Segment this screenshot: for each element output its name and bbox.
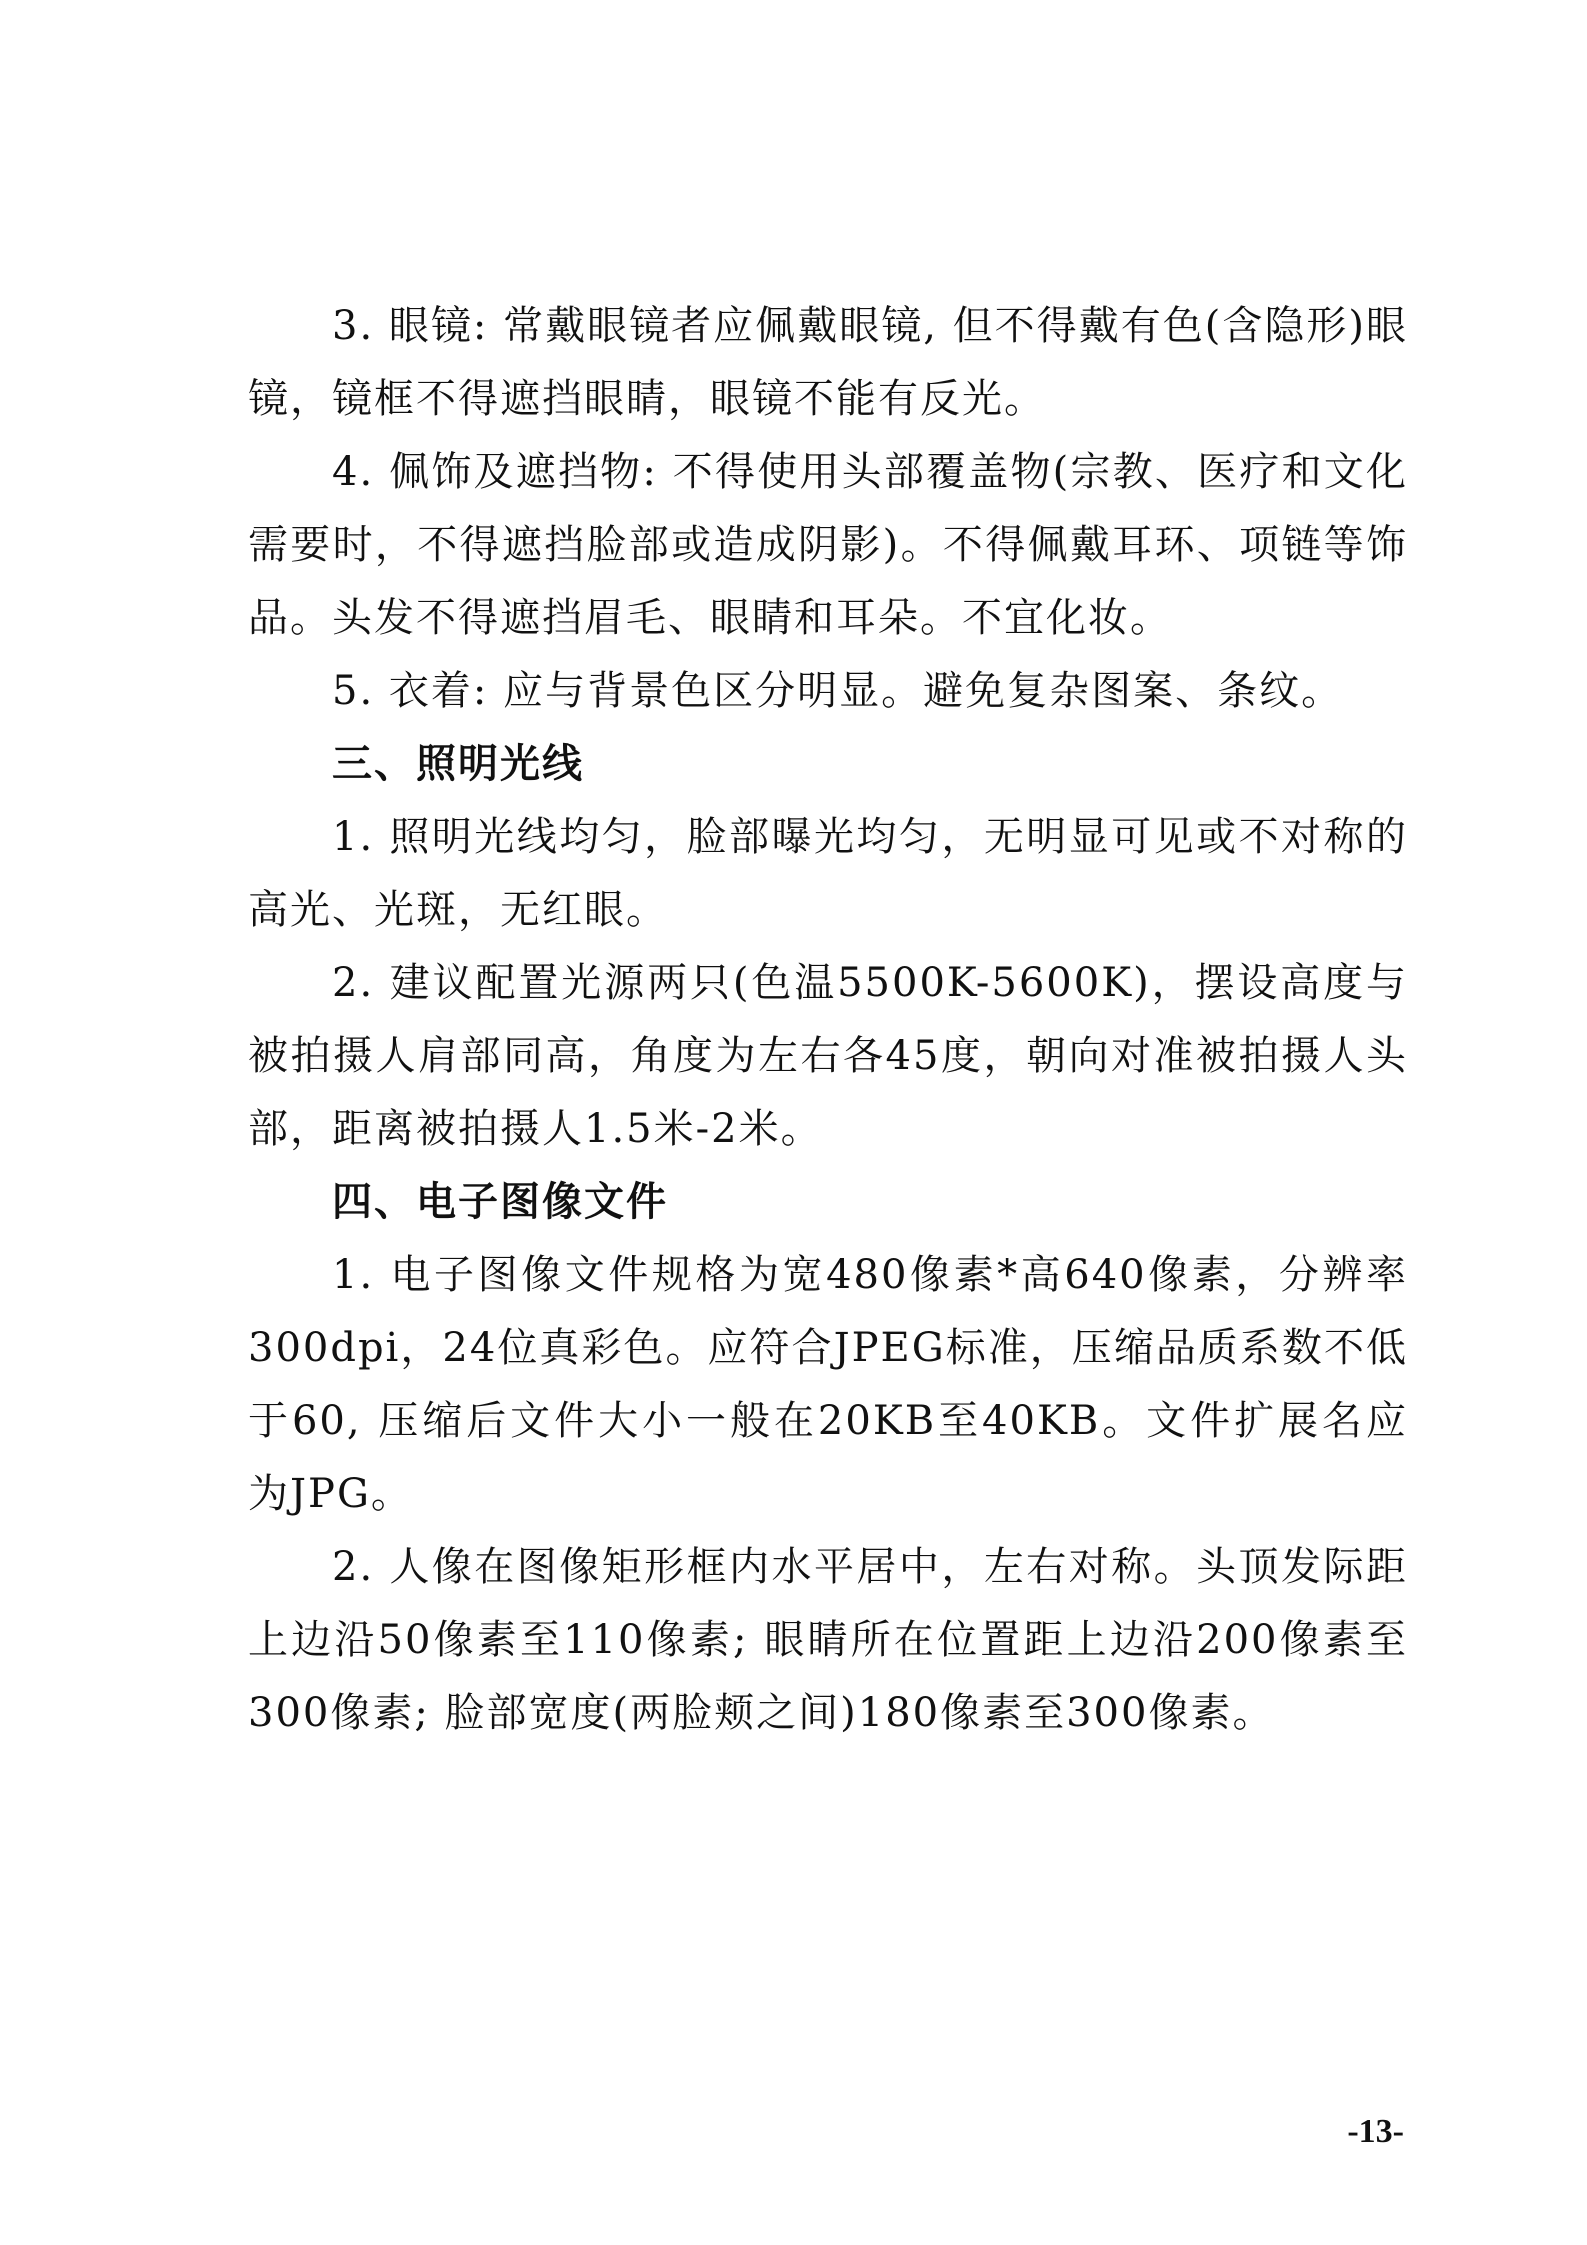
para-accessories: 4. 佩饰及遮挡物: 不得使用头部覆盖物(宗教、医疗和文化需要时，不得遮挡脸部或造成阴影)。不得佩戴耳环、项链等饰品。头发不得遮挡眉毛、眼睛和耳朵。不宜化妆。 bbox=[248, 449, 1408, 641]
para-lighting-2: 2. 建议配置光源两只(色温5500K-5600K)，摆设高度与被拍摄人肩部同高，角度为左右各45度，朝向对准被拍摄人头部，距离被拍摄人1.5米-2米。 bbox=[248, 960, 1408, 1152]
para-image-file-2: 2. 人像在图像矩形框内水平居中，左右对称。头顶发际距上边沿50像素至110像素; 眼睛所在位置距上边沿200像素至300像素; 脸部宽度(两脸颊之间)180像素至300像素。 bbox=[248, 1544, 1408, 1736]
para-image-file-1: 1. 电子图像文件规格为宽480像素*高640像素，分辨率300dpi，24位真彩色。应符合JPEG标准，压缩品质系数不低于60, 压缩后文件大小一般在20KB至40KB。文件扩展名应为JPG。 bbox=[248, 1252, 1408, 1517]
document-body bbox=[248, 290, 1408, 1750]
para-clothing: 5. 衣着: 应与背景色区分明显。避免复杂图案、条纹。 bbox=[332, 668, 1344, 714]
page-number: -13- bbox=[1347, 2113, 1404, 2150]
heading-lighting: 三、照明光线 bbox=[332, 741, 584, 787]
para-glasses: 3. 眼镜: 常戴眼镜者应佩戴眼镜, 但不得戴有色(含隐形)眼镜，镜框不得遮挡眼睛，眼镜不能有反光。 bbox=[248, 303, 1408, 422]
heading-image-file: 四、电子图像文件 bbox=[332, 1179, 668, 1225]
para-lighting-1: 1. 照明光线均匀，脸部曝光均匀，无明显可见或不对称的高光、光斑，无红眼。 bbox=[248, 814, 1408, 933]
